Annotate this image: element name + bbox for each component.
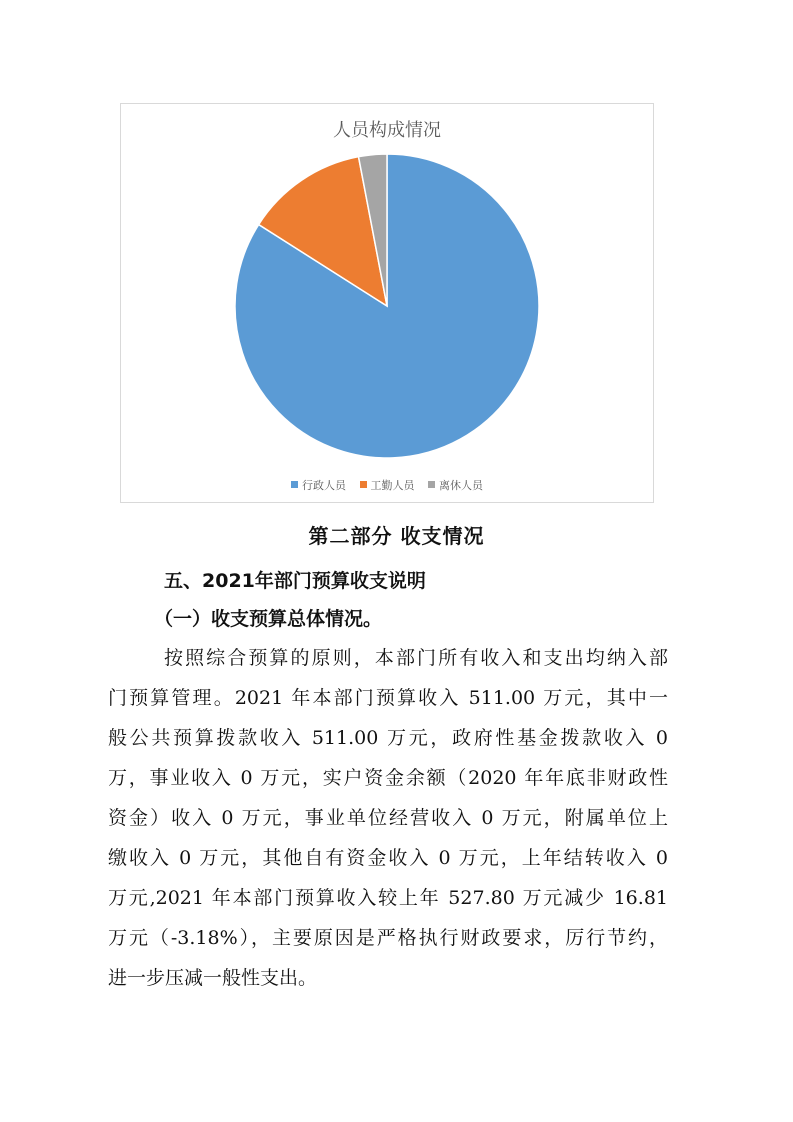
legend-label: 离休人员 bbox=[439, 479, 483, 492]
paragraph-line: 万元（-3.18%），主要原因是严格执行财政要求，厉行节约， bbox=[108, 927, 668, 949]
legend-label: 工勤人员 bbox=[370, 479, 415, 492]
paragraph-line: 按照综合预算的原则，本部门所有收入和支出均纳入部 bbox=[164, 647, 668, 669]
pie-chart-container bbox=[120, 103, 654, 503]
legend-item-admin bbox=[291, 477, 346, 493]
paragraph-line: 万元,2021 年本部门预算收入较上年 527.80 万元减少 16.81 bbox=[108, 887, 668, 909]
legend-item-worker bbox=[360, 477, 415, 493]
paragraph-line: 万，事业收入 0 万元，实户资金余额（2020 年年底非财政性 bbox=[108, 767, 668, 789]
section-heading: 第二部分 收支情况 bbox=[308, 524, 485, 548]
legend-swatch bbox=[428, 481, 435, 488]
paragraph-line: 资金）收入 0 万元，事业单位经营收入 0 万元，附属单位上 bbox=[108, 807, 668, 829]
chart-legend bbox=[121, 477, 653, 493]
paragraph-line: 般公共预算拨款收入 511.00 万元，政府性基金拨款收入 0 bbox=[108, 727, 668, 749]
chart-title: 人员构成情况 bbox=[333, 120, 441, 141]
legend-label: 行政人员 bbox=[302, 479, 346, 492]
subsubsection-heading: （一）收支预算总体情况。 bbox=[154, 608, 383, 630]
paragraph-line: 门预算管理。2021 年本部门预算收入 511.00 万元，其中一 bbox=[108, 687, 668, 709]
legend-swatch bbox=[360, 481, 367, 488]
legend-swatch bbox=[291, 481, 298, 488]
subsection-heading: 五、2021年部门预算收支说明 bbox=[164, 570, 426, 592]
paragraph-line: 缴收入 0 万元，其他自有资金收入 0 万元，上年结转收入 0 bbox=[108, 847, 668, 869]
paragraph-line: 进一步压减一般性支出。 bbox=[108, 967, 318, 989]
pie-chart bbox=[121, 104, 653, 502]
legend-item-retired bbox=[428, 477, 483, 493]
